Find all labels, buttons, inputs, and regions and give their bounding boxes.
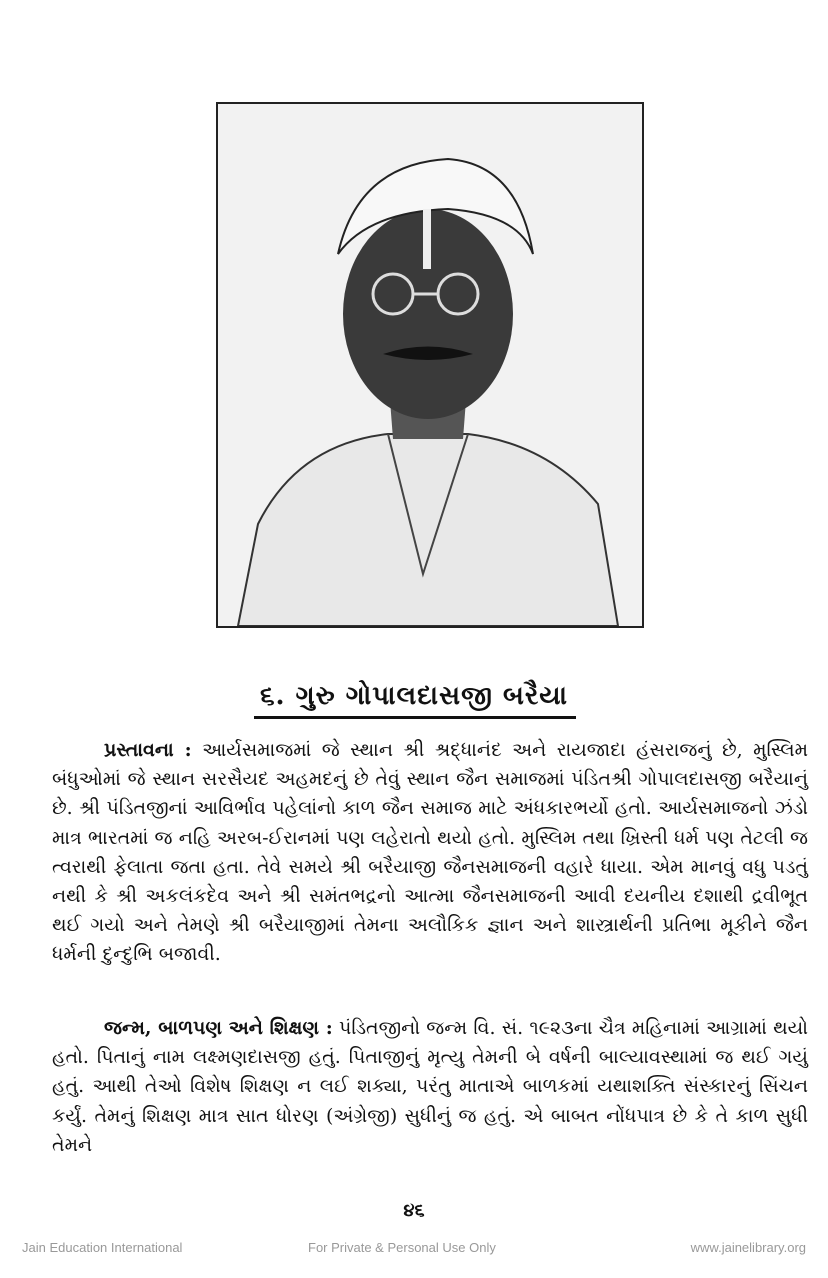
paragraph-text: આર્યસમાજમાં જે સ્થાન શ્રી શ્રદ્ધાનંદ અને રાયજાદા હંસરાજનું છે, મુસ્લિમ બંધુઓમાં જે સ્થાન સરસૈયદ અહમદનું છે તેવું સ્થાન જૈન સમાજમાં પંડિતશ્રી ગોપાલદાસજી બરૈયાનું છે. શ્રી પંડિતજીનાં આવિર્ભાવ પહેલાંનો કાળ જૈન સમાજ માટે અંધકારભર્યો હતો. આર્યસમાજનો ઝંડો માત્ર ભારતમાં જ નહિ અરબ-ઈરાનમાં પણ લહેરાતો થયો હતો. મુસ્લિમ તથા ખ્રિસ્તી ધર્મ પણ તેટલી જ ત્વરાથી ફેલાતા જતા હતા. તેવે સમયે શ્રી બરૈયાજી જૈનસમાજની વહારે ધાયા. એમ માનવું વધુ પડતું નથી કે શ્રી અકલંકદેવ અને શ્રી સમંતભદ્રનો આત્મા જૈનસમાજની આવી દયનીય દશાથી દ્રવીભૂત થઈ ગયો અને તેમણે શ્રી બરૈયાજીમાં તેમના અલૌકિક જ્ઞાન અને શાસ્ત્રાર્થની પ્રતિભા મૂકીને જૈન ધર્મની દુન્દુભિ બજાવી. <box>52 739 809 966</box>
paragraph-text: પંડિતજીનો જન્મ વિ. સં. ૧૯૨૩ના ચૈત્ર મહિનામાં આગ્રામાં થયો હતો. પિતાનું નામ લક્ષ્મણદાસજી હતું. પિતાજીનું મૃત્યુ તેમની બે વર્ષની બાલ્યાવસ્થામાં જ થઈ ગયું હતું. આથી તેઓ વિશેષ શિક્ષણ ન લઈ શક્યા, પરંતુ માતાએ બાળકમાં યથાશક્તિ સંસ્કારનું સિંચન કર્યું. તેમનું શિક્ષણ માત્ર સાત ધોરણ (અંગ્રેજી) સુધીનું જ હતું. એ બાબત નોંધપાત્ર છે કે તે કાળ સુધી તેમને <box>52 1017 808 1156</box>
footer-publisher: Jain Education International <box>22 1240 183 1255</box>
chapter-title: ૬. ગુરુ ગોપાલદાસજી બરૈયા <box>260 681 568 711</box>
portrait-photo <box>216 102 644 628</box>
footer-website-link[interactable]: www.jainelibrary.org <box>690 1240 806 1255</box>
paragraph-lead: જન્મ, બાળપણ અને શિક્ષણ : <box>104 1017 333 1039</box>
portrait-illustration <box>218 104 642 626</box>
paragraph-lead: પ્રસ્તાવના : <box>104 739 192 761</box>
paragraph-birth-education <box>52 1014 808 1160</box>
page-number: ૪૬ <box>403 1200 425 1221</box>
paragraph-introduction <box>52 736 808 970</box>
footer-usage-note: For Private & Personal Use Only <box>308 1240 496 1255</box>
title-underline <box>254 716 576 719</box>
